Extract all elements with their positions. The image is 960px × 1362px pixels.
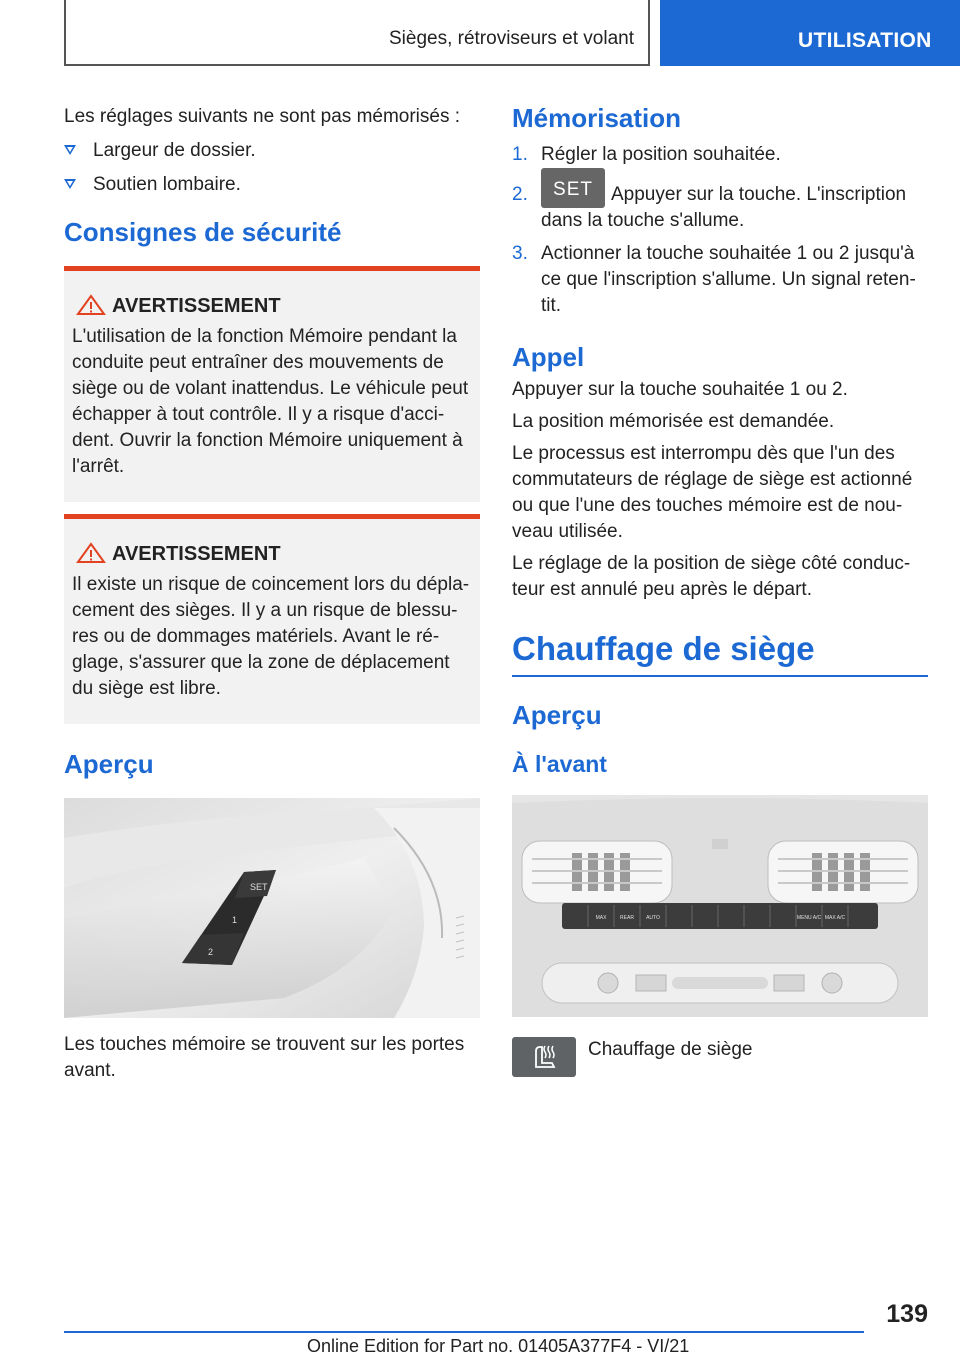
svg-text:MAX A/C: MAX A/C — [824, 915, 846, 922]
svg-text:MAX: MAX — [595, 915, 607, 922]
triangle-bullet-icon — [64, 179, 76, 189]
intro-text: Les réglages suivants ne sont pas mémorisés : — [64, 106, 461, 127]
set-button-icon: SET — [541, 168, 605, 208]
recall-paragraph: Le processus est interrompu dès que l'un des commutateurs de réglage de siège est actionné ou que l'une des touches mémoire est de nou-veau utilisée. — [512, 443, 913, 543]
button-1-label: 1 — [232, 915, 238, 925]
chapter-tab — [660, 0, 960, 66]
warning-triangle-icon — [72, 544, 112, 566]
list-item: 1. Régler la position souhaitée. — [512, 144, 781, 165]
list-item: Soutien lombaire. — [64, 172, 480, 198]
set-button-label: SET — [250, 882, 268, 892]
warning-box — [64, 266, 480, 502]
overview-heading: Aperçu — [64, 749, 154, 779]
edition-note: Online Edition for Part no. 01405A377F4 - VI/21 — [307, 1336, 690, 1356]
front-heading: À l'avant — [512, 751, 607, 778]
memorization-heading: Mémorisation — [512, 103, 682, 133]
list-item: Largeur de dossier. — [64, 138, 480, 164]
seat-heating-legend — [512, 1037, 928, 1077]
header-section-box — [64, 0, 650, 66]
button-2-label: 2 — [208, 947, 214, 957]
warning-heading: AVERTISSEMENT — [112, 295, 281, 317]
right-column — [512, 96, 928, 1077]
page-number: 139 — [886, 1300, 928, 1328]
warning-box — [64, 514, 480, 724]
recall-paragraph: Appuyer sur la touche souhaitée 1 ou 2. — [512, 379, 848, 401]
svg-text:REAR: REAR — [620, 915, 634, 922]
chapter-tab-label: UTILISATION — [798, 29, 932, 52]
footer-rule — [64, 1331, 864, 1333]
seat-heating-heading: Chauffage de siège — [512, 630, 815, 668]
warning-text: L'utilisation de la fonction Mémoire pendant la conduite peut entraîner des mouvements de siège ou de volant inattendus. Le véhicule peut échapper à tout contrôle. Il y a risque d'acci-dent. Ouvrir la fonction Mémoire uniquement à l'arrêt. — [72, 326, 469, 477]
left-column — [64, 96, 480, 1084]
seat-heating-icon — [512, 1037, 576, 1077]
safety-heading: Consignes de sécurité — [64, 217, 342, 247]
list-item: 3. Actionner la touche souhaitée 1 ou 2 jusqu'à ce que l'inscription s'allume. Un signal reten-tit. — [512, 243, 916, 317]
heating-heading-rule — [512, 629, 928, 677]
bullet-list — [64, 138, 480, 198]
recall-heading: Appel — [512, 342, 585, 373]
svg-text:MENU A/C: MENU A/C — [796, 915, 822, 922]
recall-paragraph: La position mémorisée est demandée. — [512, 411, 835, 433]
dashboard-climate-panel-image — [512, 795, 928, 1017]
section-title: Sièges, rétroviseurs et volant — [388, 28, 634, 49]
list-item: 2. SET Appuyer sur la touche. L'inscription dans la touche s'allume. — [512, 182, 928, 234]
seat-heating-label: Chauffage de siège — [588, 1039, 753, 1061]
warning-text: Il existe un risque de coincement lors du dépla-cement des sièges. Il y a un risque de blessu-res ou de dommages matériels. Avant le ré-glage, s'assurer que la zone de déplacement du siège est libre. — [72, 574, 470, 699]
image-caption: Les touches mémoire se trouvent sur les portes avant. — [64, 1034, 465, 1081]
warning-triangle-icon — [72, 296, 112, 318]
steps-list — [512, 142, 928, 319]
svg-text:AUTO: AUTO — [646, 915, 660, 922]
warning-heading: AVERTISSEMENT — [112, 543, 281, 565]
triangle-bullet-icon — [64, 145, 76, 155]
heating-overview-heading: Aperçu — [512, 700, 602, 731]
door-memory-buttons-image — [64, 798, 480, 1018]
recall-paragraph: Le réglage de la position de siège côté conduc-teur est annulé peu après le départ. — [512, 553, 911, 601]
